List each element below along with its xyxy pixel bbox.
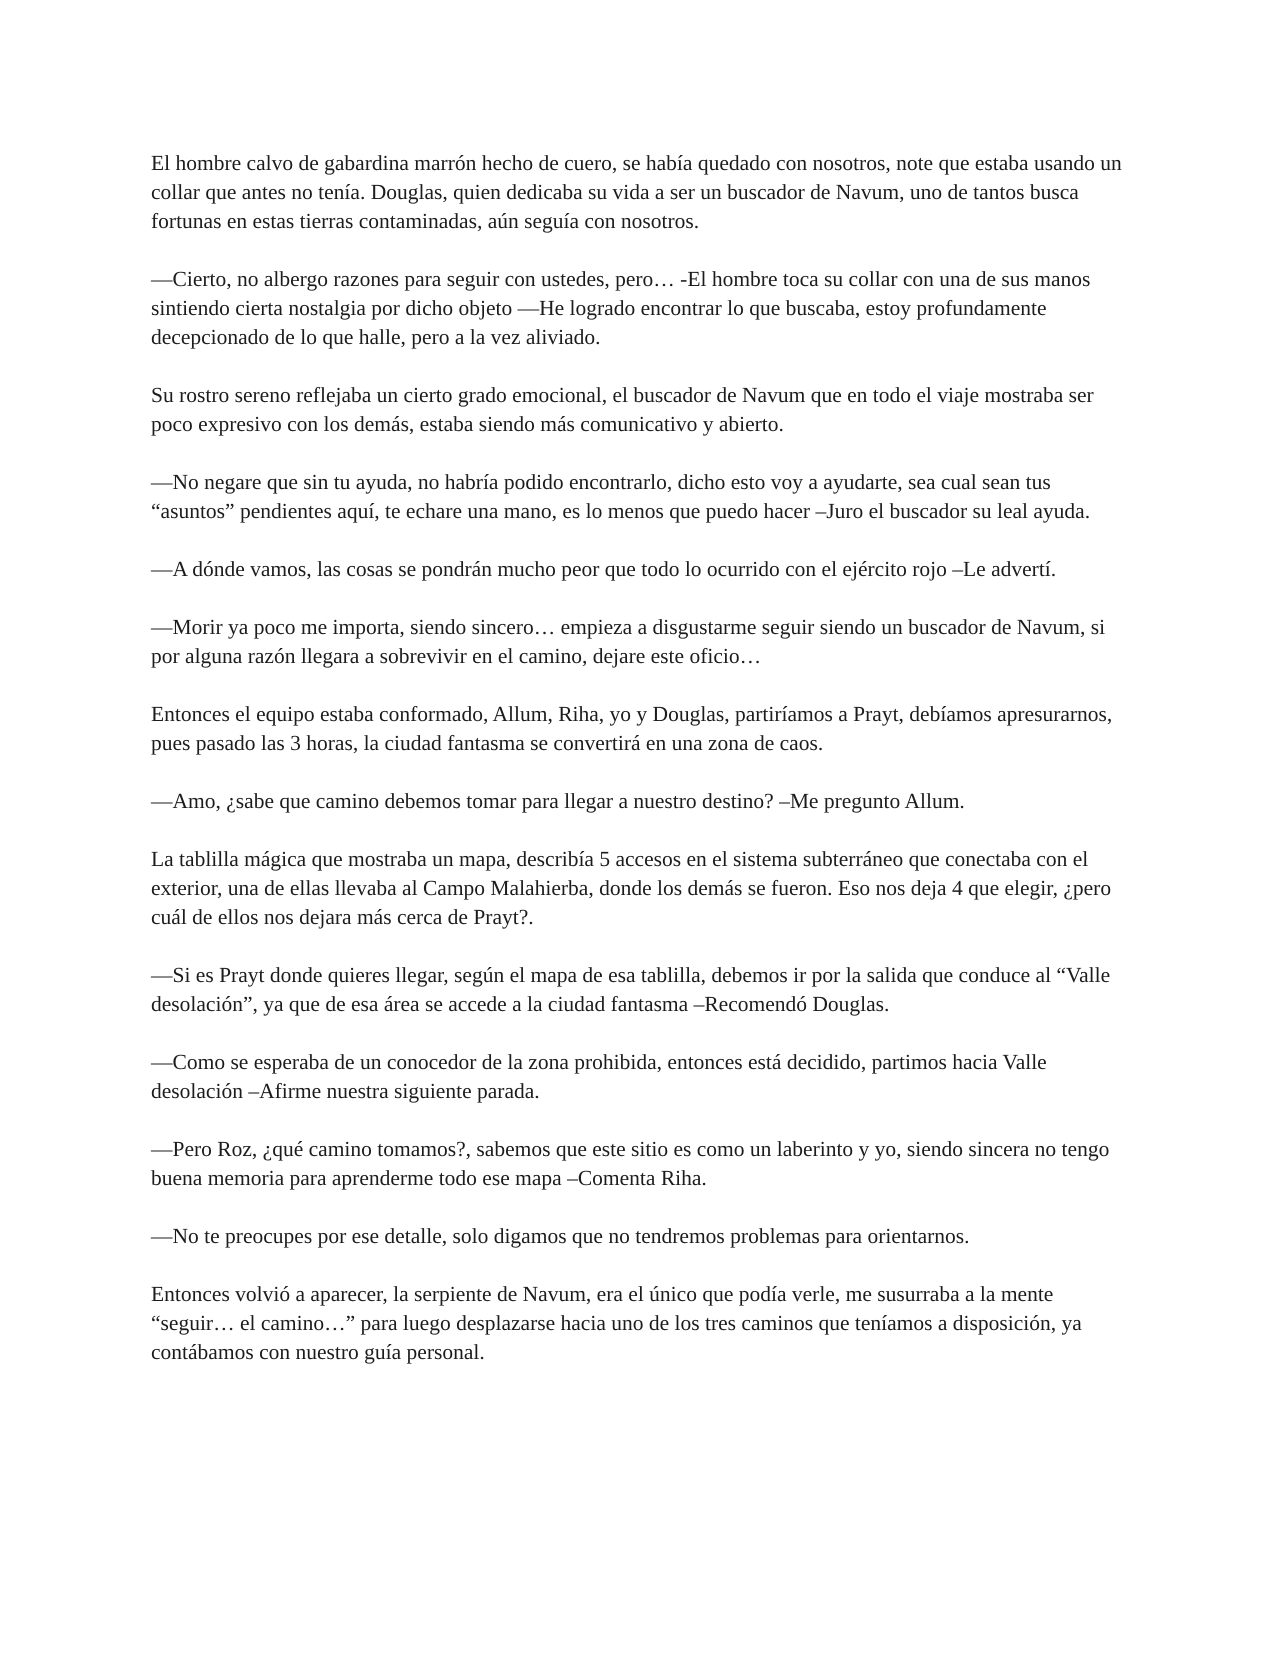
paragraph: —Como se esperaba de un conocedor de la zona prohibida, entonces está decidido, partimos hacia Valle desolación –Afirme nuestra siguiente parada. — [151, 1050, 1047, 1103]
paragraph: —Si es Prayt donde quieres llegar, según el mapa de esa tablilla, debemos ir por la salida que conduce al “Valle desolación”, ya que de esa área se accede a la ciudad fantasma –Recomendó Douglas. — [151, 963, 1111, 1016]
paragraph: Su rostro sereno reflejaba un cierto grado emocional, el buscador de Navum que en todo el viaje mostraba ser poco expresivo con los demás, estaba siendo más comunicativo y abierto. — [151, 383, 1094, 436]
paragraph: Entonces volvió a aparecer, la serpiente de Navum, era el único que podía verle, me susurraba a la mente “seguir… el camino…” para luego desplazarse hacia uno de los tres caminos que teníamos a disposición, ya contábamos con nuestro guía personal. — [151, 1282, 1082, 1364]
paragraph: —Pero Roz, ¿qué camino tomamos?, sabemos que este sitio es como un laberinto y yo, siendo sincera no tengo buena memoria para aprenderme todo ese mapa –Comenta Riha. — [151, 1137, 1110, 1190]
paragraph: Entonces el equipo estaba conformado, Allum, Riha, yo y Douglas, partiríamos a Prayt, debíamos apresurarnos, pues pasado las 3 horas, la ciudad fantasma se convertirá en una zona de caos. — [151, 702, 1113, 755]
paragraph: —Morir ya poco me importa, siendo sincero… empieza a disgustarme seguir siendo un buscador de Navum, si por alguna razón llegara a sobrevivir en el camino, dejare este oficio… — [151, 615, 1106, 668]
paragraph: —No te preocupes por ese detalle, solo digamos que no tendremos problemas para orientarnos. — [151, 1224, 970, 1248]
paragraph: —A dónde vamos, las cosas se pondrán mucho peor que todo lo ocurrido con el ejército rojo –Le advertí. — [151, 557, 1057, 581]
paragraph: —Cierto, no albergo razones para seguir con ustedes, pero… -El hombre toca su collar con una de sus manos sintiendo cierta nostalgia por dicho objeto —He logrado encontrar lo que buscaba, estoy profundamente decepcionado de lo que halle, pero a la vez aliviado. — [151, 267, 1091, 349]
paragraph: —Amo, ¿sabe que camino debemos tomar para llegar a nuestro destino? –Me pregunto Allum. — [151, 789, 965, 813]
paragraph: —No negare que sin tu ayuda, no habría podido encontrarlo, dicho esto voy a ayudarte, sea cual sean tus “asuntos” pendientes aquí, te echare una mano, es lo menos que puedo hacer –Juro el buscador su leal ayuda. — [151, 470, 1091, 523]
document-page — [151, 149, 1136, 1396]
paragraph: El hombre calvo de gabardina marrón hecho de cuero, se había quedado con nosotros, note que estaba usando un collar que antes no tenía. Douglas, quien dedicaba su vida a ser un buscador de Navum, uno de tantos busca fortunas en estas tierras contaminadas, aún seguía con nosotros. — [151, 151, 1122, 233]
paragraph: La tablilla mágica que mostraba un mapa, describía 5 accesos en el sistema subterráneo que conectaba con el exterior, una de ellas llevaba al Campo Malahierba, donde los demás se fueron. Eso nos deja 4 que elegir, ¿pero cuál de ellos nos dejara más cerca de Prayt?. — [151, 847, 1112, 929]
